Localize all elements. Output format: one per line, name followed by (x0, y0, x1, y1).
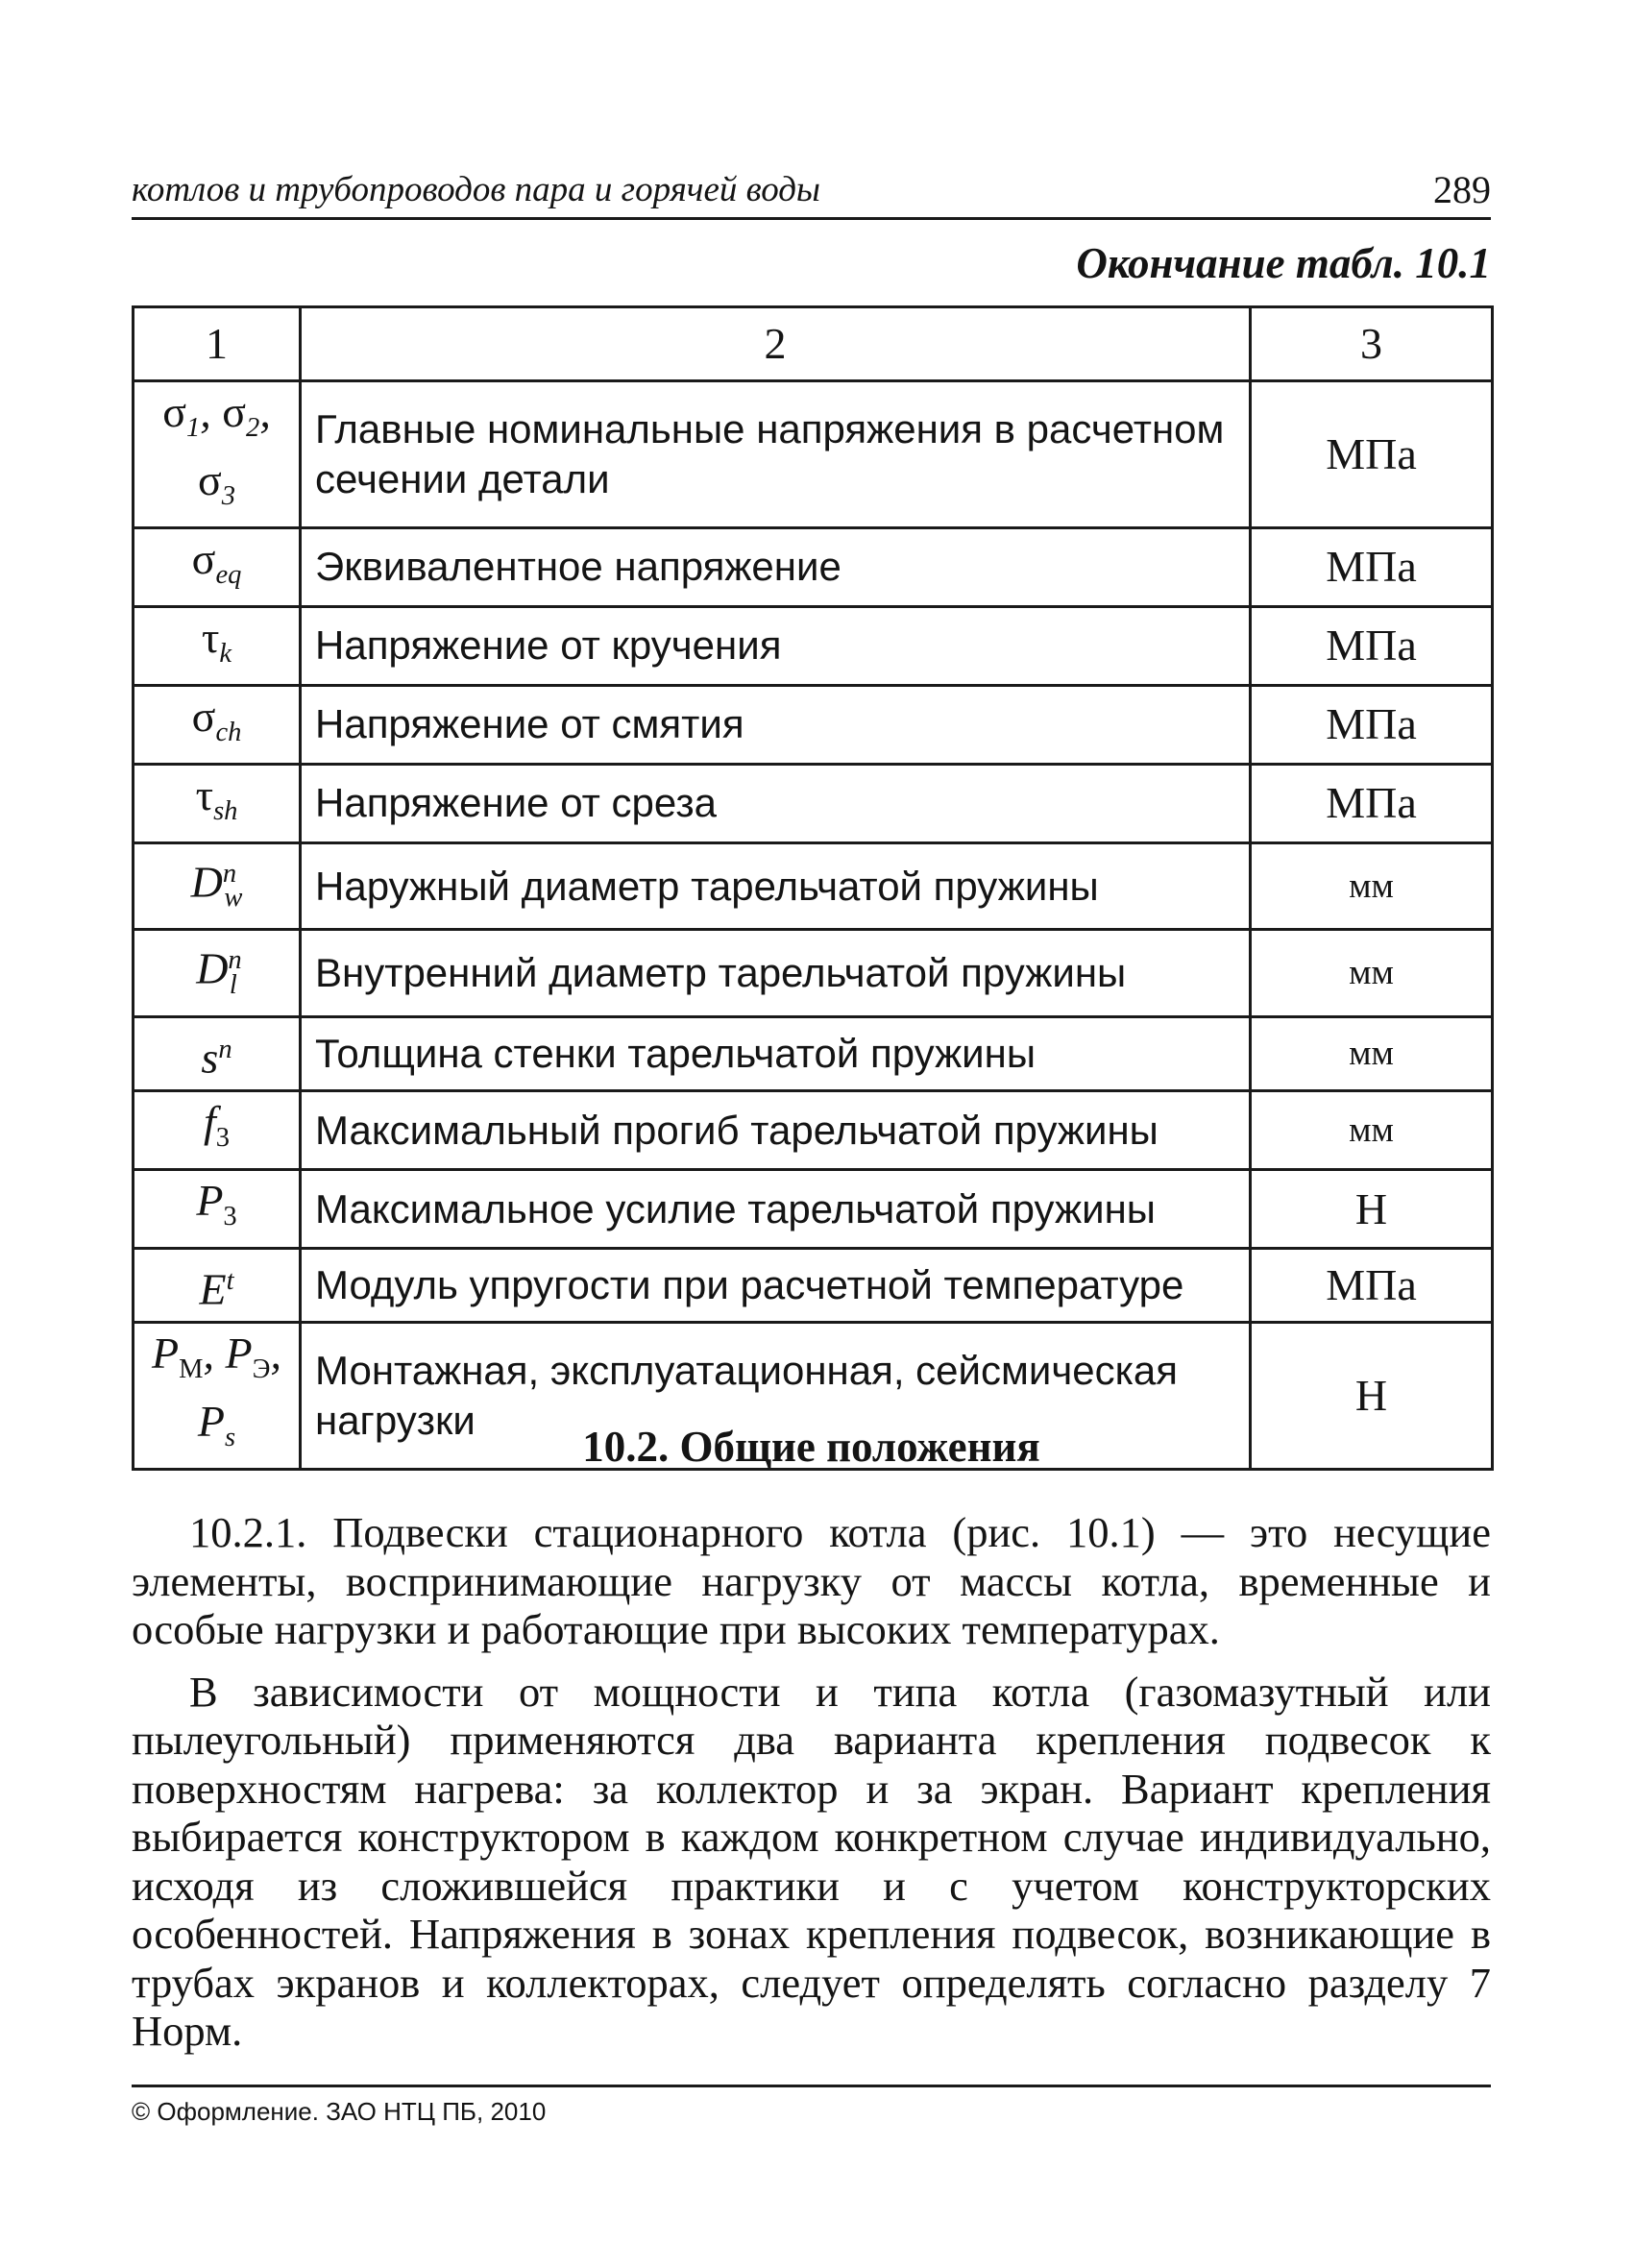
section-body (132, 1508, 1491, 2056)
symbol-cell: $D^n_w$ (134, 842, 301, 930)
table-row (134, 1170, 1493, 1249)
symbol-cell: $\tau_{sh}$ (134, 764, 301, 842)
table-row (134, 606, 1493, 685)
paragraph: 10.2.1. Подвески стационарного котла (рис. 10.1) — это несущие элементы, воспринимающие нагрузку от массы котла, временные и особые нагрузки и работающие при высоких температурах. (132, 1508, 1491, 1653)
symbol-cell: $\sigma_{eq}$ (134, 527, 301, 606)
table-row (134, 930, 1493, 1017)
symbol-cell: $P_М$, $P_Э$, $P_s$ (134, 1323, 301, 1470)
table-row (134, 764, 1493, 842)
unit-cell: мм (1251, 842, 1493, 930)
description-cell: Напряжение от кручения (301, 606, 1251, 685)
column-header-2: 2 (301, 307, 1251, 381)
description-cell: Модуль упругости при расчетной температуре (301, 1249, 1251, 1323)
page-number: 289 (1433, 168, 1491, 211)
description-cell: Эквивалентное напряжение (301, 527, 1251, 606)
paragraph: В зависимости от мощности и типа котла (газомазутный или пылеугольный) применяются два варианта крепления подвесок к поверхностям нагрева: за коллектор и за экран. Вариант крепления выбирается конструктором в каждом конкретном случае индивидуально, исходя из сложившейся практики и с учетом конструкторских особенностей. Напряжения в зонах крепления подвесок, возникающие в трубах экранов и коллекторах, следует определять согласно разделу 7 Норм. (132, 1667, 1491, 2055)
table-row (134, 1017, 1493, 1091)
table-row (134, 685, 1493, 764)
symbol-cell: $\sigma_1$, $\sigma_2$, $\sigma_3$ (134, 381, 301, 528)
table-row (134, 381, 1493, 528)
unit-cell: МПа (1251, 764, 1493, 842)
unit-cell: Н (1251, 1170, 1493, 1249)
unit-cell: МПа (1251, 685, 1493, 764)
unit-cell: МПа (1251, 381, 1493, 528)
running-head (132, 163, 1491, 220)
symbol-cell: $\sigma_{ch}$ (134, 685, 301, 764)
unit-cell: МПа (1251, 606, 1493, 685)
table-caption: Окончание табл. 10.1 (1076, 239, 1491, 287)
description-cell: Главные номинальные напряжения в расчетном сечении детали (301, 381, 1251, 528)
table-header-row (134, 307, 1493, 381)
description-cell: Максимальное усилие тарельчатой пружины (301, 1170, 1251, 1249)
description-cell: Монтажная, эксплуатационная, сейсмическая нагрузки (301, 1323, 1251, 1470)
running-title: котлов и трубопроводов пара и горячей воды (132, 170, 820, 209)
unit-cell: мм (1251, 1091, 1493, 1170)
unit-cell: Н (1251, 1323, 1493, 1470)
symbol-cell: $f_3$ (134, 1091, 301, 1170)
symbol-cell: $\tau_k$ (134, 606, 301, 685)
unit-cell: МПа (1251, 527, 1493, 606)
table-row (134, 1249, 1493, 1323)
copyright-footer: © Оформление. ЗАО НТЦ ПБ, 2010 (132, 2085, 1491, 2127)
table-row (134, 842, 1493, 930)
unit-cell: МПа (1251, 1249, 1493, 1323)
column-header-1: 1 (134, 307, 301, 381)
symbol-cell: $D^n_l$ (134, 930, 301, 1017)
description-cell: Напряжение от среза (301, 764, 1251, 842)
unit-cell: мм (1251, 1017, 1493, 1091)
symbol-cell: $s^n$ (134, 1017, 301, 1091)
unit-cell: мм (1251, 930, 1493, 1017)
table-row (134, 1091, 1493, 1170)
symbol-cell: $P_3$ (134, 1170, 301, 1249)
symbol-cell: $E^t$ (134, 1249, 301, 1323)
column-header-3: 3 (1251, 307, 1493, 381)
description-cell: Толщина стенки тарельчатой пружины (301, 1017, 1251, 1091)
section-heading: 10.2. Общие положения (582, 1423, 1040, 1471)
description-cell: Внутренний диаметр тарельчатой пружины (301, 930, 1251, 1017)
description-cell: Максимальный прогиб тарельчатой пружины (301, 1091, 1251, 1170)
description-cell: Наружный диаметр тарельчатой пружины (301, 842, 1251, 930)
parameters-table (132, 305, 1494, 1471)
table-row (134, 527, 1493, 606)
description-cell: Напряжение от смятия (301, 685, 1251, 764)
